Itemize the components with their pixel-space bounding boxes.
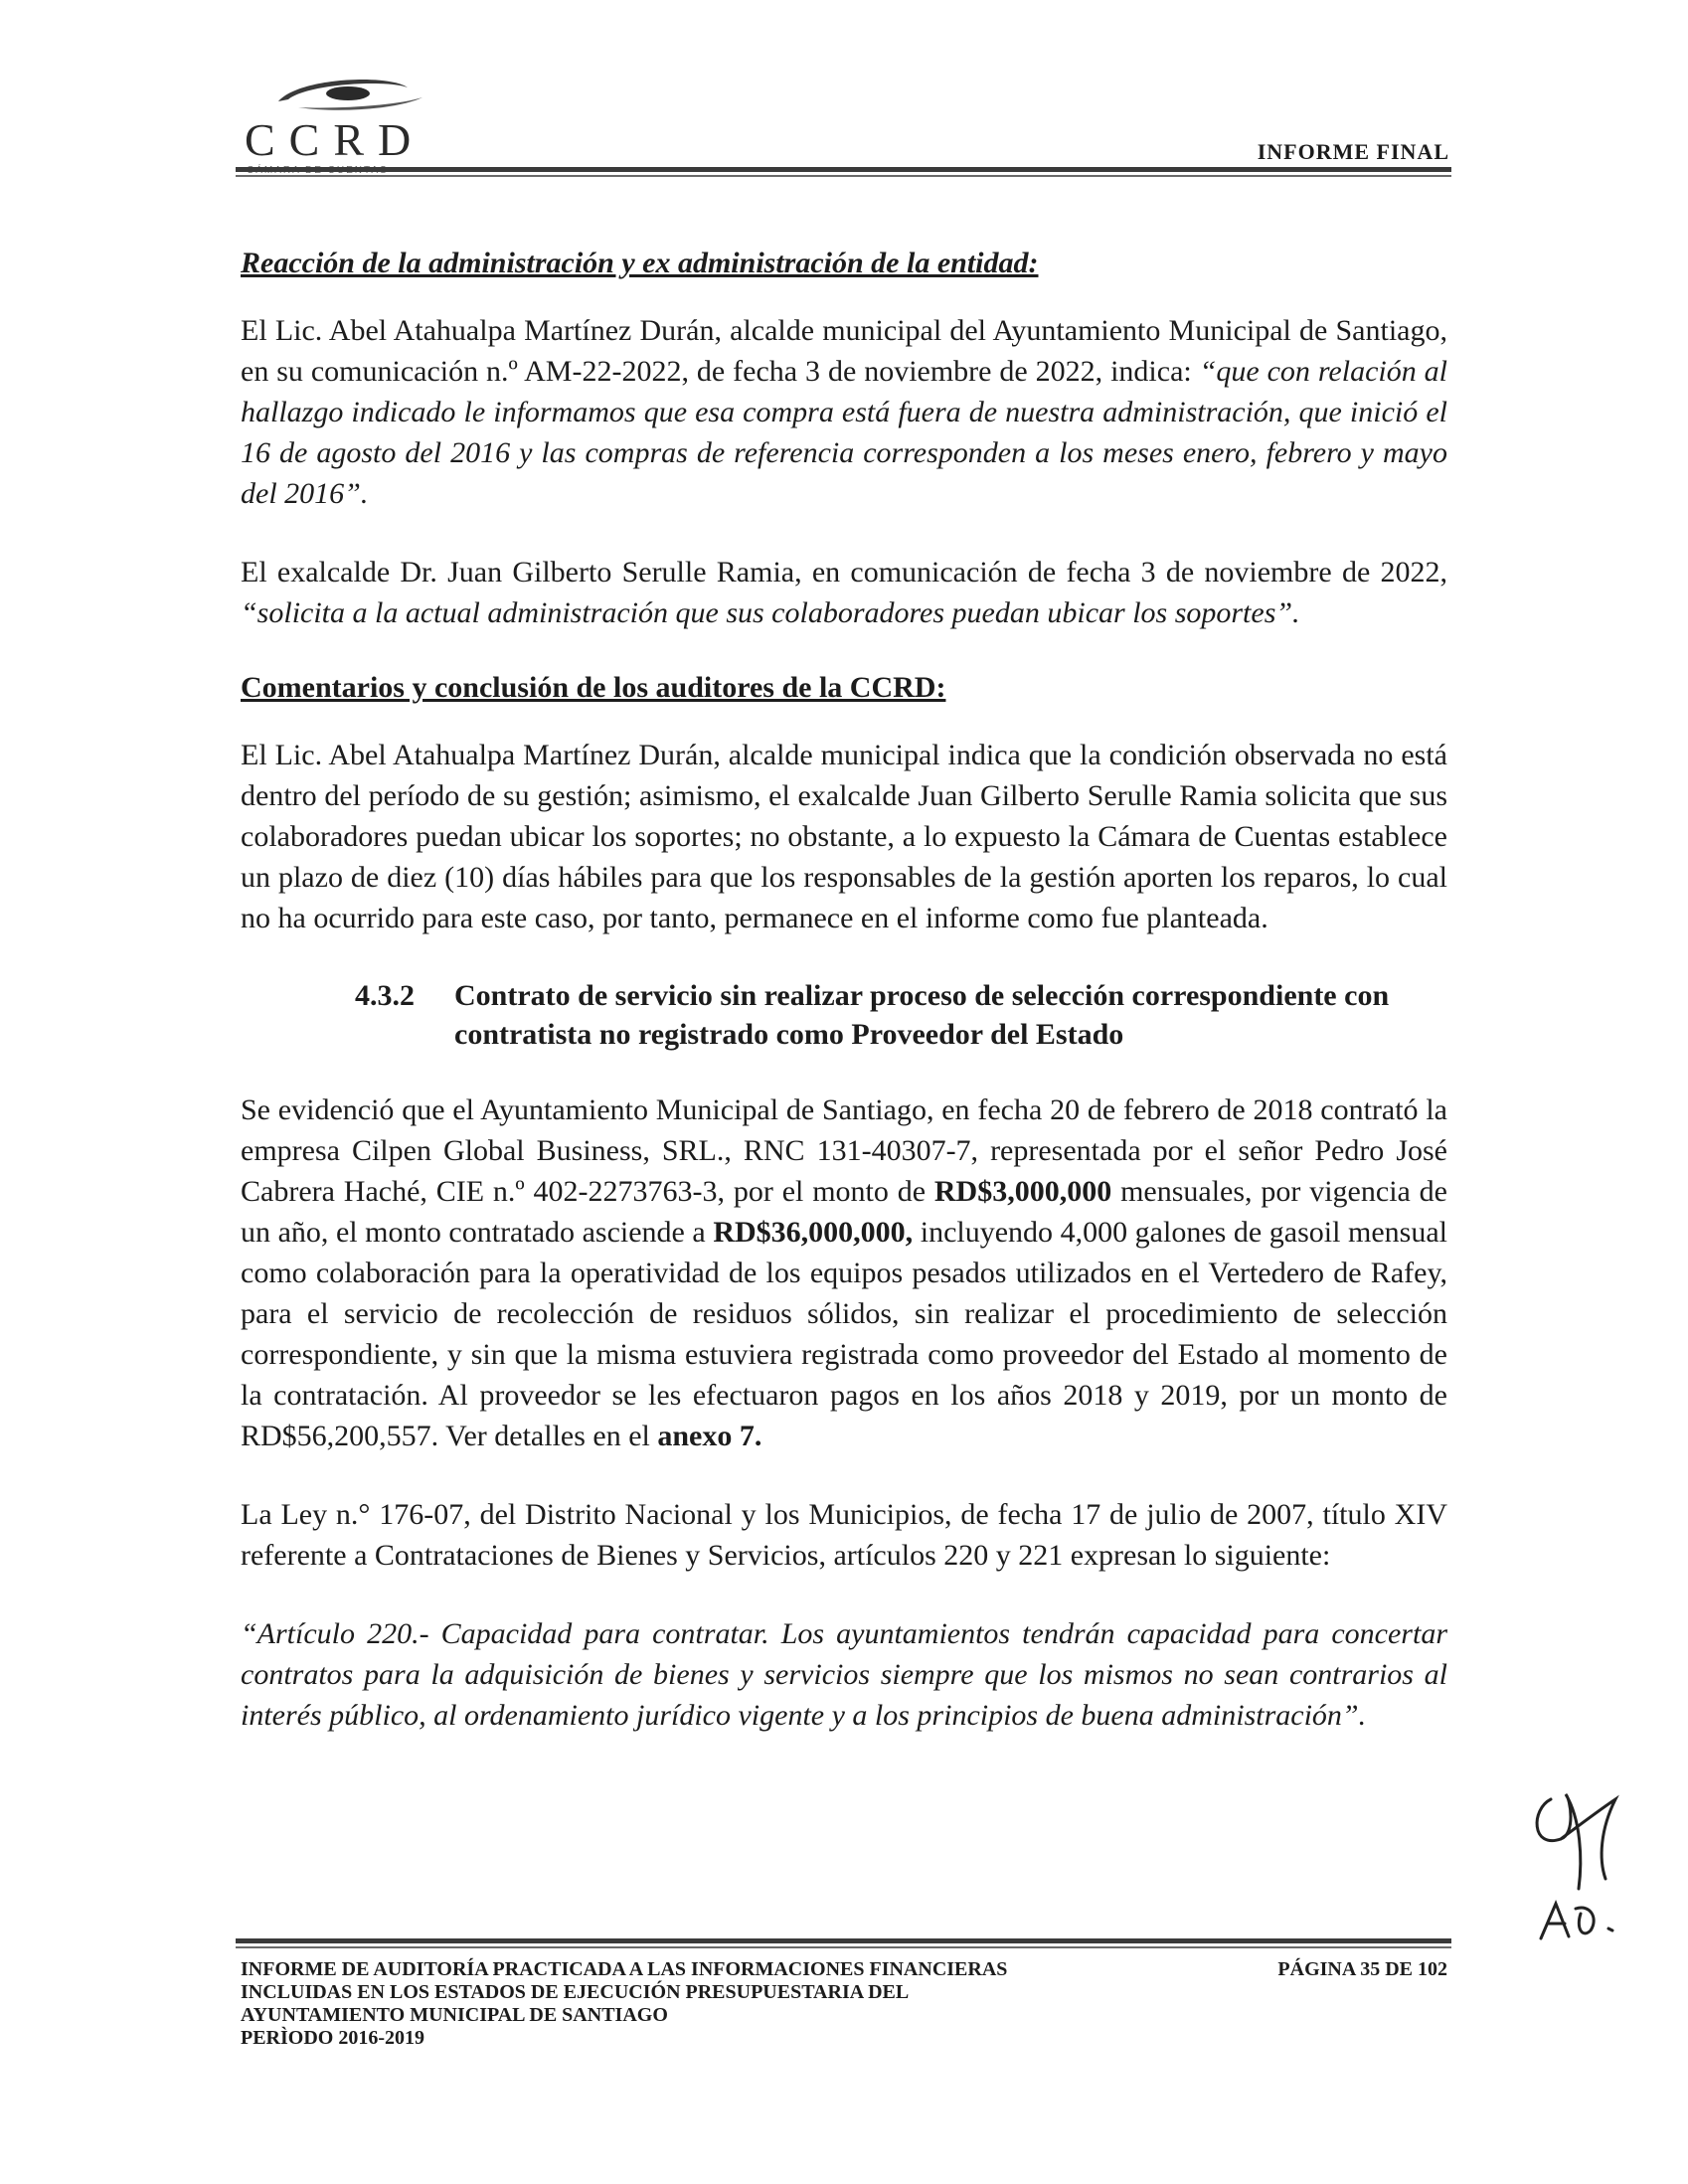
paragraph-admin-1 xyxy=(241,310,1447,514)
footer-line-1: INFORME DE AUDITORÍA PRACTICADA A LAS INFORMACIONES FINANCIERAS xyxy=(241,1958,1008,1980)
paragraph-admin-2-lead: El exalcalde Dr. Juan Gilberto Serulle Ramia, en comunicación de fecha 3 de noviembre de 2022, xyxy=(241,556,1447,588)
footer-line-3: AYUNTAMIENTO MUNICIPAL DE SANTIAGO xyxy=(241,2004,668,2026)
logo-swoosh-icon xyxy=(239,70,477,119)
paragraph-comments-1: El Lic. Abel Atahualpa Martínez Durán, alcalde municipal indica que la condición observada no está dentro del período de su gestión; asimismo, el exalcalde Juan Gilberto Serulle Ramia solicita que sus colaboradores puedan ubicar los soportes; no obstante, a lo expuesto la Cámara de Cuentas establece un plazo de diez (10) días hábiles para que los responsables de la gestión aporten los reparos, lo cual no ha ocurrido para este caso, por tanto, permanece en el informe como fue planteada. xyxy=(241,739,1447,934)
amount-monthly: RD$3,000,000 xyxy=(933,1175,1112,1208)
subsection-title: Contrato de servicio sin realizar proceso de selección correspondiente con contratista no registrado como Proveedor del Estado xyxy=(454,979,1390,1051)
paragraph-432-1-c: incluyendo 4,000 galones de gasoil mensual como colaboración para la operatividad de los equipos pesados utilizados en el Vertedero de Rafey, para el servicio de recolección de residuos sólidos, sin realizar el procedimiento de selección correspondiente, y sin que la misma estuviera registrada como proveedor del Estado al momento de la contratación. Al proveedor se les efectuaron pagos en los años 2018 y 2019, por un monto de RD$56,200,557. Ver detalles en el xyxy=(241,1216,1447,1452)
paragraph-admin-1-lead: El Lic. Abel Atahualpa Martínez Durán, alcalde municipal del Ayuntamiento Municipal de Santiago, en su comunicación n.º AM-22-2022, de fecha 3 de noviembre de 2022, indica: xyxy=(241,314,1447,388)
paragraph-432-1-a: Se evidenció que el Ayuntamiento Municipal de Santiago, en fecha 20 de febrero de 2018 contrató la empresa Cilpen Global Business, SRL., RNC 131-40307-7, representada por el señor Pedro José Cabrera Haché, CIE n.º 402-2273763-3, por el monto de xyxy=(241,1093,1447,1208)
paragraph-admin-2 xyxy=(241,552,1447,633)
footer-report-title xyxy=(241,1958,1115,2050)
paragraph-432-2: La Ley n.° 176-07, del Distrito Nacional y los Municipios, de fecha 17 de julio de 2007, título XIV referente a Contrataciones de Bienes y Servicios, artículos 220 y 221 expresan lo siguiente: xyxy=(241,1498,1447,1572)
ccrd-logo xyxy=(239,70,477,169)
amount-total: RD$36,000,000, xyxy=(713,1216,914,1249)
subsection-heading-432 xyxy=(241,976,1447,1054)
report-label: INFORME FINAL xyxy=(1257,139,1449,164)
footer-rule xyxy=(236,1938,1451,1943)
page-footer xyxy=(241,1958,1447,2050)
paragraph-432-3-quote: “Artículo 220.- Capacidad para contratar. Los ayuntamientos tendrán capacidad para concertar contratos para la adquisición de bienes y servicios siempre que los mismos no sean contrarios al interés público, al ordenamiento jurídico vigente y a los principios de buena administración”. xyxy=(241,1617,1447,1732)
footer-line-4: PERÌODO 2016-2019 xyxy=(241,2027,424,2049)
page-number: PÁGINA 35 DE 102 xyxy=(1277,1958,1447,1980)
footer-rule-thin xyxy=(236,1946,1451,1948)
section-heading-comments: Comentarios y conclusión de los auditores de la CCRD: xyxy=(241,671,946,704)
header-rule xyxy=(236,167,1451,172)
paragraph-admin-1-quote: “que con relación al hallazgo indicado le informamos que esa compra está fuera de nuestra administración, que inició el 16 de agosto del 2016 y las compras de referencia corresponden a los meses enero, febrero y mayo del 2016”. xyxy=(241,355,1447,510)
section-heading-admin-reaction: Reacción de la administración y ex administración de la entidad: xyxy=(241,247,1039,279)
subsection-number: 4.3.2 xyxy=(355,979,415,1012)
annex-reference: anexo 7. xyxy=(657,1420,762,1452)
paragraph-432-1 xyxy=(241,1090,1447,1456)
handwritten-initials-signature xyxy=(1521,1779,1640,1948)
document-body xyxy=(241,247,1447,1773)
header-rule-thin xyxy=(236,175,1451,177)
paragraph-admin-2-quote: “solicita a la actual administración que sus colaboradores puedan ubicar los soportes”. xyxy=(241,596,1300,629)
footer-line-2: INCLUIDAS EN LOS ESTADOS DE EJECUCIÓN PRESUPUESTARIA DEL xyxy=(241,1981,910,2003)
paragraph-432-1-b: mensuales, por vigencia de un año, el monto contratado asciende a xyxy=(241,1175,1448,1249)
logo-text: CCRD xyxy=(245,114,425,165)
